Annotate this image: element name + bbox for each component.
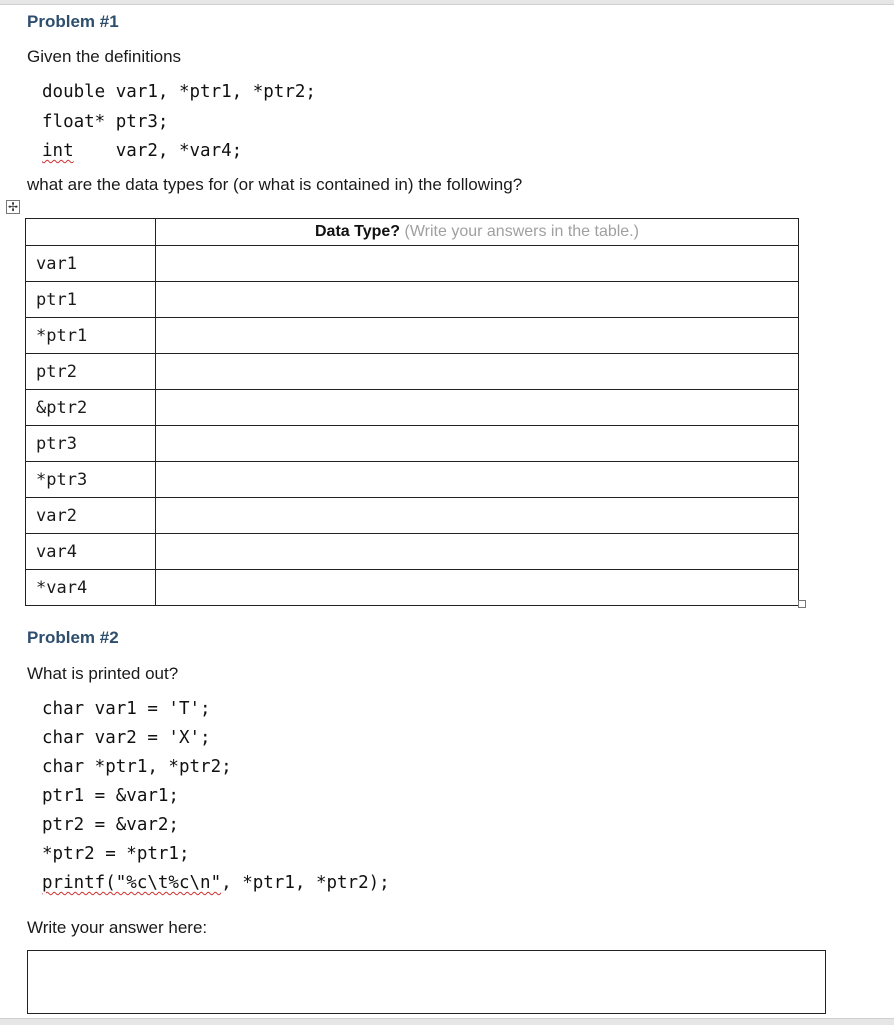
problem2-heading: Problem #2: [27, 628, 119, 647]
row-variable: var1: [26, 246, 156, 282]
row-variable: var4: [26, 534, 156, 570]
problem2-question: What is printed out?: [27, 664, 179, 683]
answer-cell[interactable]: [156, 462, 799, 498]
code-line-3: [42, 141, 242, 161]
table-row: [26, 462, 799, 498]
table-row: [26, 534, 799, 570]
p2-code-line-7: [42, 873, 390, 893]
row-variable: *ptr1: [26, 318, 156, 354]
answer-prompt: Write your answer here:: [27, 918, 208, 937]
printf-call: printf("%c\t%c\n": [42, 873, 222, 893]
answer-cell[interactable]: [156, 570, 799, 606]
table-resize-handle[interactable]: [798, 600, 806, 608]
table-move-handle-icon[interactable]: ✢: [7, 200, 19, 214]
p2-code-line-4: ptr1 = &var1;: [42, 786, 179, 806]
answer-cell[interactable]: [156, 318, 799, 354]
p2-code-line-2: char var2 = 'X';: [42, 728, 211, 748]
answer-cell[interactable]: [156, 282, 799, 318]
row-variable: *ptr3: [26, 462, 156, 498]
printf-args: , *ptr1, *ptr2);: [221, 873, 390, 893]
row-variable: *var4: [26, 570, 156, 606]
row-variable: var2: [26, 498, 156, 534]
table-row: [26, 246, 799, 282]
table-row: [26, 282, 799, 318]
table-row: [26, 354, 799, 390]
header-data-type-label: Data Type?: [315, 223, 401, 240]
row-variable: &ptr2: [26, 390, 156, 426]
code-line-3-rest: var2, *var4;: [115, 141, 243, 161]
answer-cell[interactable]: [156, 354, 799, 390]
row-variable: ptr1: [26, 282, 156, 318]
p2-code-line-5: ptr2 = &var2;: [42, 815, 179, 835]
data-type-table: [25, 218, 799, 606]
answer-cell[interactable]: [156, 426, 799, 462]
int-keyword: int: [42, 141, 74, 161]
problem1-intro: Given the definitions: [27, 47, 182, 66]
p2-code-line-6: *ptr2 = *ptr1;: [42, 844, 190, 864]
table-row: [26, 318, 799, 354]
p2-code-line-3: char *ptr1, *ptr2;: [42, 757, 232, 777]
table-row: [26, 390, 799, 426]
top-page-edge: [0, 0, 894, 5]
code-line-2: float* ptr3;: [42, 112, 169, 132]
header-blank-cell: [26, 219, 156, 246]
table-row: [26, 498, 799, 534]
problem1-heading: Problem #1: [27, 12, 119, 31]
answer-cell[interactable]: [156, 498, 799, 534]
table-row: [26, 426, 799, 462]
table-row: [26, 570, 799, 606]
answer-cell[interactable]: [156, 246, 799, 282]
row-variable: ptr3: [26, 426, 156, 462]
header-hint: (Write your answers in the table.): [404, 223, 639, 240]
p2-code-line-1: char var1 = 'T';: [42, 699, 211, 719]
answer-input-box[interactable]: [27, 950, 826, 1014]
header-data-type-cell: [156, 219, 799, 246]
answer-cell[interactable]: [156, 534, 799, 570]
answer-cell[interactable]: [156, 390, 799, 426]
row-variable: ptr2: [26, 354, 156, 390]
table-header-row: [26, 219, 799, 246]
code-line-1: double var1, *ptr1, *ptr2;: [42, 82, 316, 102]
problem1-question: what are the data types for (or what is contained in) the following?: [27, 175, 523, 194]
